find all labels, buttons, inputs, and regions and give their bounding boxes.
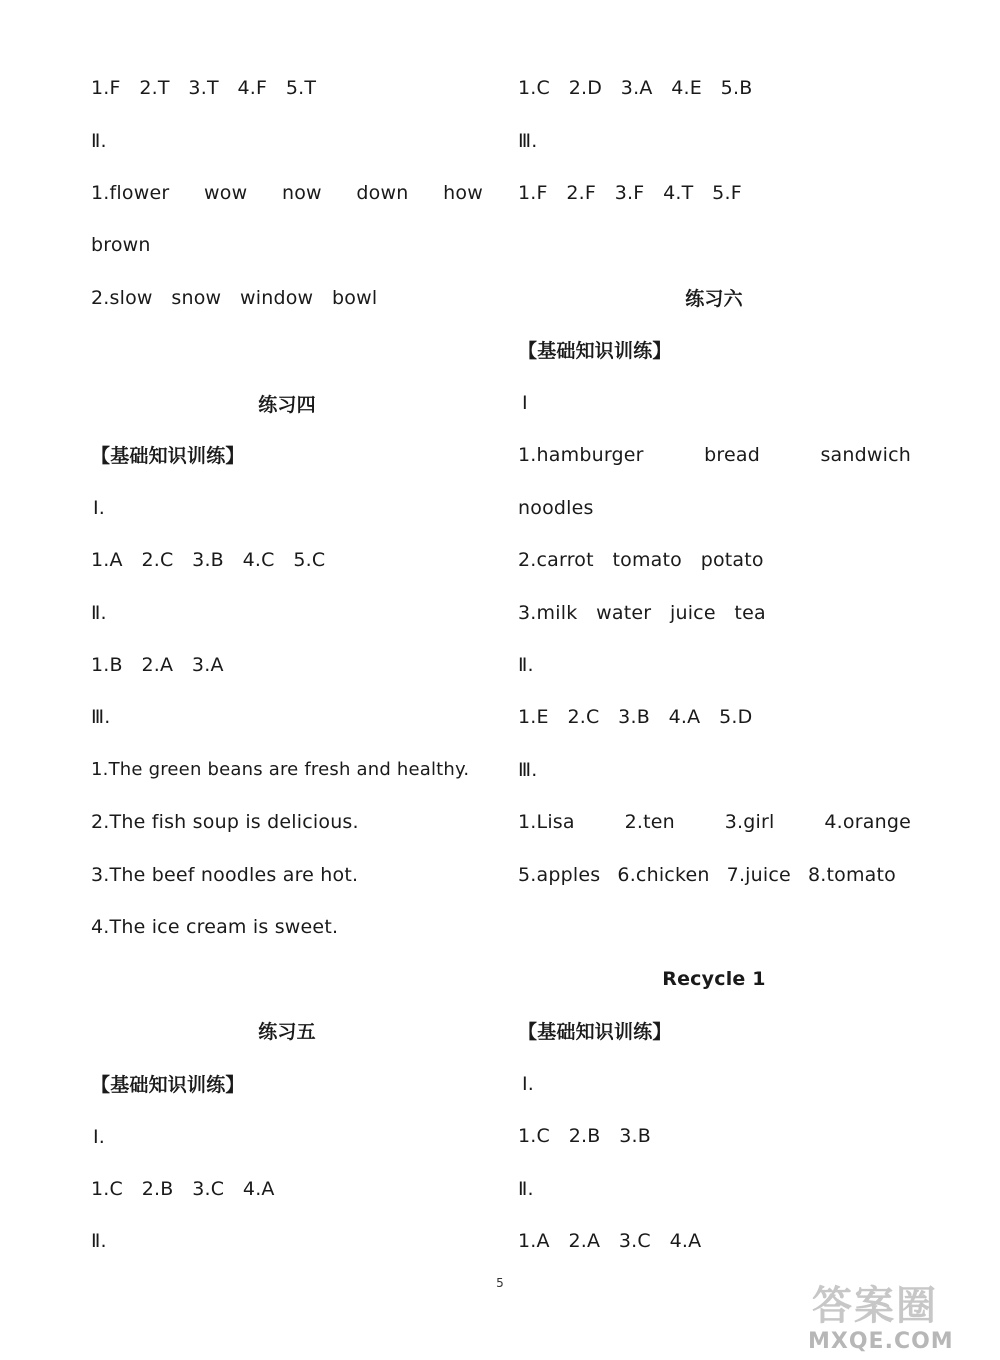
answer-sentence: 2.The fish soup is delicious. [91,811,359,833]
answer-line: 1.A 2.C 3.B 4.C 5.C [91,549,326,571]
answer-word: 7.juice [726,864,791,886]
answer-word: 2.ten [624,811,675,833]
roman-numeral-label: Ⅱ. [91,602,107,624]
answer-line: 2.slow snow window bowl [91,287,378,309]
answer-word: bread [704,444,760,466]
exercise-title: 练习四 [258,394,316,416]
roman-numeral-label: Ⅰ [522,392,528,414]
answer-line: 1.E 2.C 3.B 4.A 5.D [518,706,753,728]
answer-word: 6.chicken [617,864,710,886]
answer-line: brown [91,234,151,256]
roman-numeral-label: Ⅱ. [518,1178,534,1200]
roman-numeral-label: Ⅰ. [522,1073,535,1095]
section-label: 【基础知识训练】 [518,340,672,362]
answer-line: 1.C 2.B 3.C 4.A [91,1178,275,1200]
answer-word: 1.Lisa [518,811,575,833]
roman-numeral-label: Ⅲ. [518,759,538,781]
section-label: 【基础知识训练】 [91,1074,245,1096]
answer-word: down [356,182,409,204]
answer-line: noodles [518,497,594,519]
roman-numeral-label: Ⅰ. [93,497,106,519]
answer-line: 3.milk water juice tea [518,602,766,624]
answer-sentence: 1.The green beans are fresh and healthy. [91,759,470,780]
answer-word: 8.tomato [807,864,896,886]
answer-word: 3.girl [724,811,775,833]
roman-numeral-label: Ⅲ. [518,130,538,152]
answer-line: 1.F 2.T 3.T 4.F 5.T [91,77,317,99]
answer-word: 5.apples [518,864,601,886]
answer-line: 1.C 2.D 3.A 4.E 5.B [518,77,753,99]
roman-numeral-label: Ⅲ. [91,706,111,728]
answer-line: 1.B 2.A 3.A [91,654,224,676]
answer-line [91,181,483,205]
answer-word: 1.hamburger [518,444,644,466]
exercise-title: Recycle 1 [662,968,766,990]
exercise-title: 练习五 [258,1021,316,1043]
watermark-text: 答案圈 [812,1283,938,1329]
answer-sentence: 3.The beef noodles are hot. [91,864,359,886]
answer-line [518,443,911,467]
roman-numeral-label: Ⅰ. [93,1126,106,1148]
roman-numeral-label: Ⅱ. [91,1230,107,1252]
answer-word: sandwich [820,444,911,466]
answer-line [518,810,911,834]
section-label: 【基础知识训练】 [518,1021,672,1043]
roman-numeral-label: Ⅱ. [91,130,107,152]
answer-word: now [281,182,322,204]
page-number: 5 [496,1276,504,1290]
roman-numeral-label: Ⅱ. [518,654,534,676]
answer-line: 2.carrot tomato potato [518,549,764,571]
answer-sentence: 4.The ice cream is sweet. [91,916,339,938]
answer-line: 1.A 2.A 3.C 4.A [518,1230,702,1252]
answer-line: 1.C 2.B 3.B [518,1125,651,1147]
answer-line [518,863,896,887]
watermark-url: MXQE.COM [808,1329,954,1354]
watermark-logo [802,1274,992,1354]
answer-word: wow [204,182,248,204]
answer-word: 4.orange [824,811,911,833]
answer-word: 1.flower [91,182,170,204]
section-label: 【基础知识训练】 [91,445,245,467]
answer-word: how [443,182,483,204]
answer-line: 1.F 2.F 3.F 4.T 5.F [518,182,742,204]
exercise-title: 练习六 [685,288,743,310]
